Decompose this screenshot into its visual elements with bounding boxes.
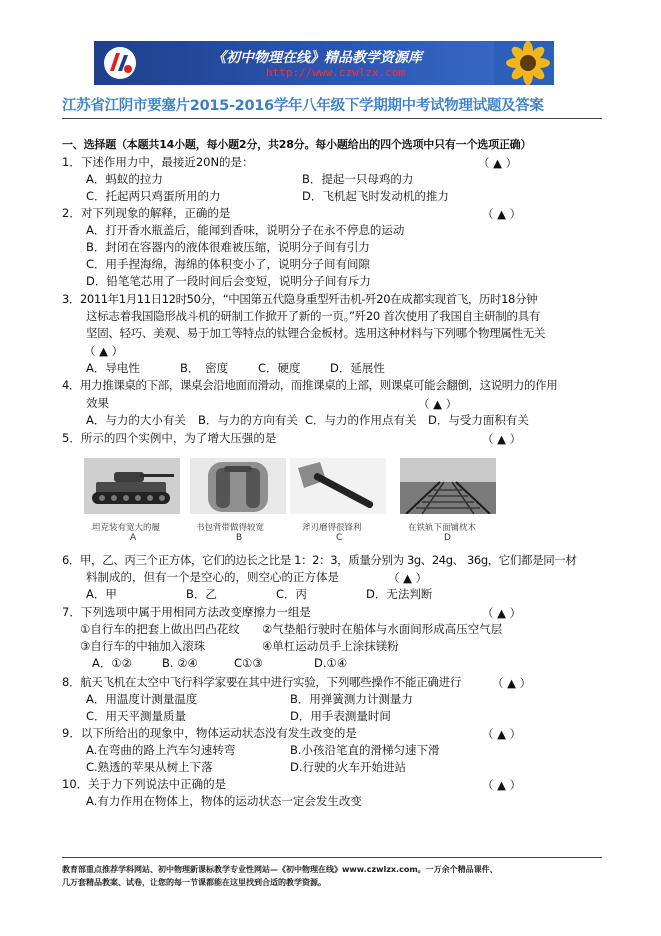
q5-caption-d: 在铁轨下面铺枕木 xyxy=(408,523,477,533)
q3-stem-line3: 坚固、轻巧、美观、易于加工等特点的钛锂合金板材。选用这种材料与下列哪个物理属性无关 xyxy=(86,326,546,340)
q8-option-c: C．用天平测量质量 xyxy=(86,709,187,723)
q2-option-b: B．封闭在容器内的液体很难被压缩，说明分子间有引力 xyxy=(86,240,370,254)
q4-stem-line2: 效果 xyxy=(86,396,109,410)
q5-letter-c: C xyxy=(336,533,343,543)
q3-answer-blank: （ ▲ ） xyxy=(84,344,124,358)
q7-answer-blank: （ ▲ ） xyxy=(482,606,522,620)
backpack-icon xyxy=(190,458,286,514)
q9-answer-blank: （ ▲ ） xyxy=(482,727,522,741)
q3-option-a: A．导电性 xyxy=(86,361,140,375)
q4-option-c: C．与力的作用点有关 xyxy=(305,413,417,427)
q3-option-d: D．延展性 xyxy=(330,361,385,375)
sunflower-icon xyxy=(494,41,554,85)
axe-image xyxy=(290,458,386,514)
footer xyxy=(62,863,602,889)
q5-caption-a: 坦克装有宽大的履 xyxy=(92,523,161,533)
site-logo-icon xyxy=(102,45,138,81)
q7-item-1: ①自行车的把套上做出凹凸花纹 xyxy=(80,622,240,636)
q5-letter-d: D xyxy=(444,533,451,543)
q1-answer-blank: （ ▲ ） xyxy=(478,156,518,170)
header-banner xyxy=(94,41,554,85)
q7-item-4: ④单杠运动员手上涂抹镁粉 xyxy=(262,639,399,653)
q6-answer-blank: （ ▲ ） xyxy=(388,571,428,585)
q9-option-a: A.在弯曲的路上汽车匀速转弯 xyxy=(86,743,236,757)
footer-rule xyxy=(62,857,602,858)
q8-stem: 8．航天飞机在太空中飞行科学家要在其中进行实验，下列哪些操作不能正确进行 xyxy=(62,675,462,689)
q10-answer-blank: （ ▲ ） xyxy=(482,778,522,792)
q6-option-c: C．丙 xyxy=(276,587,308,601)
q4-option-b: B．与力的方向有关 xyxy=(198,413,298,427)
q8-option-d: D．用手表测量时间 xyxy=(290,709,391,723)
q7-item-2: ②气垫船行驶时在船体与水面间形成高压空气层 xyxy=(262,622,503,636)
q2-option-d: D．铅笔笔芯用了一段时间后会变短，说明分子间有斥力 xyxy=(86,274,371,288)
q6-option-d: D．无法判断 xyxy=(366,587,433,601)
q5-caption-b: 书包背带做得较宽 xyxy=(196,523,265,533)
q2-option-c: C．用手捏海绵，海绵的体积变小了，说明分子间有间隙 xyxy=(86,257,371,271)
q7-option-c: C①③ xyxy=(234,656,263,670)
q7-option-d: D.①④ xyxy=(314,656,348,670)
q8-option-a: A．用温度计测量温度 xyxy=(86,692,198,706)
section-heading: 一、选择题（本题共14小题，每小题2分，共28分。每小题给出的四个选项中只有一个选项正确） xyxy=(62,138,532,151)
axe-icon xyxy=(290,458,386,514)
tank-image xyxy=(84,458,180,514)
q5-letter-b: B xyxy=(236,533,243,543)
q10-stem: 10．关于力下列说法中正确的是 xyxy=(62,777,227,791)
q1-stem: 1．下述作用力中，最接近20N的是： xyxy=(62,155,254,169)
backpack-image xyxy=(190,458,286,514)
q3-stem-line2: 这标志着我国隐形战斗机的研制工作掀开了新的一页。”歼20 首次使用了我国自主研制的具有 xyxy=(86,309,541,323)
q1-option-c: C．托起两只鸡蛋所用的力 xyxy=(86,189,221,203)
q7-option-a: A．①② xyxy=(92,656,132,670)
q1-option-d: D．飞机起飞时发动机的推力 xyxy=(302,189,449,203)
q5-letter-a: A xyxy=(130,533,137,543)
q9-option-d: D.行驶的火车开始进站 xyxy=(290,760,407,774)
footer-line2: 几万套精品教案、试卷，让您的每一节课都能在这里找到合适的教学资源。 xyxy=(62,878,326,887)
q6-option-a: A．甲 xyxy=(86,587,117,601)
q7-stem: 7．下列选项中属于用相同方法改变摩擦力一组是 xyxy=(62,605,311,619)
q9-option-b: B.小孩沿笔直的滑梯匀速下滑 xyxy=(290,743,440,757)
q2-stem: 2．对下列现象的解释，正确的是 xyxy=(62,206,231,220)
q2-answer-blank: （ ▲ ） xyxy=(482,207,522,221)
q5-caption-c: 斧刃磨得很锋利 xyxy=(302,523,362,533)
q4-option-d: D．与受力面积有关 xyxy=(428,413,529,427)
q3-stem-line1: 3．2011年1月11日12时50分，“中国第五代隐身重型歼击机-歼20在成都实现首飞，历时18分钟 xyxy=(62,292,538,306)
q8-answer-blank: （ ▲ ） xyxy=(492,676,532,690)
q8-option-b: B．用弹簧测力计测量力 xyxy=(290,692,413,706)
q1-option-b: B．提起一只母鸡的力 xyxy=(302,172,414,186)
banner-title: 《初中物理在线》精品教学资源库 xyxy=(212,50,422,66)
q2-option-a: A．打开香水瓶盖后，能闻到香味，说明分子在永不停息的运动 xyxy=(86,223,405,237)
q6-stem-line2: 料制成的，但有一个是空心的，则空心的正方体是 xyxy=(86,570,339,584)
q6-option-b: B．乙 xyxy=(186,587,217,601)
q5-answer-blank: （ ▲ ） xyxy=(482,432,522,446)
railway-icon xyxy=(400,458,496,514)
q3-option-b: B． 密度 xyxy=(180,361,229,375)
document-title: 江苏省江阴市要塞片2015-2016学年八年级下学期期中考试物理试题及答案 xyxy=(62,98,544,114)
footer-line1: 教育部重点推荐学科网站、初中物理新课标教学专业性网站—《初中物理在线》www.czwlzx.com。一万余个精品课件、 xyxy=(62,865,498,874)
q6-stem-line1: 6．甲，乙、丙三个正方体，它们的边长之比是 1：2：3，质量分别为 3g、24g、 36g，它们都是同一材 xyxy=(62,553,577,567)
q4-option-a: A．与力的大小有关 xyxy=(86,413,186,427)
q5-stem: 5．所示的四个实例中，为了增大压强的是 xyxy=(62,431,277,445)
railway-image xyxy=(400,458,496,514)
q1-option-a: A．蚂蚁的拉力 xyxy=(86,172,163,186)
q9-option-c: C.熟透的苹果从树上下落 xyxy=(86,760,213,774)
q9-stem: 9．以下所给出的现象中，物体运动状态没有发生改变的是 xyxy=(62,726,357,740)
q7-option-b: B. ②④ xyxy=(162,656,198,670)
q3-option-c: C．硬度 xyxy=(258,361,301,375)
q7-item-3: ③自行车的中轴加入滚珠 xyxy=(80,639,206,653)
q4-answer-blank: （ ▲ ） xyxy=(418,397,458,411)
tank-icon xyxy=(84,458,180,514)
q10-option-a: A.有力作用在物体上，物体的运动状态一定会发生改变 xyxy=(86,794,362,808)
title-rule xyxy=(62,118,602,119)
banner-url[interactable]: http://www.czwlzx.com xyxy=(266,66,406,79)
q4-stem-line1: 4．用力推课桌的下部，课桌会沿地面而滑动，而推课桌的上部，则课桌可能会翻倒，这说明力的作用 xyxy=(62,378,558,392)
